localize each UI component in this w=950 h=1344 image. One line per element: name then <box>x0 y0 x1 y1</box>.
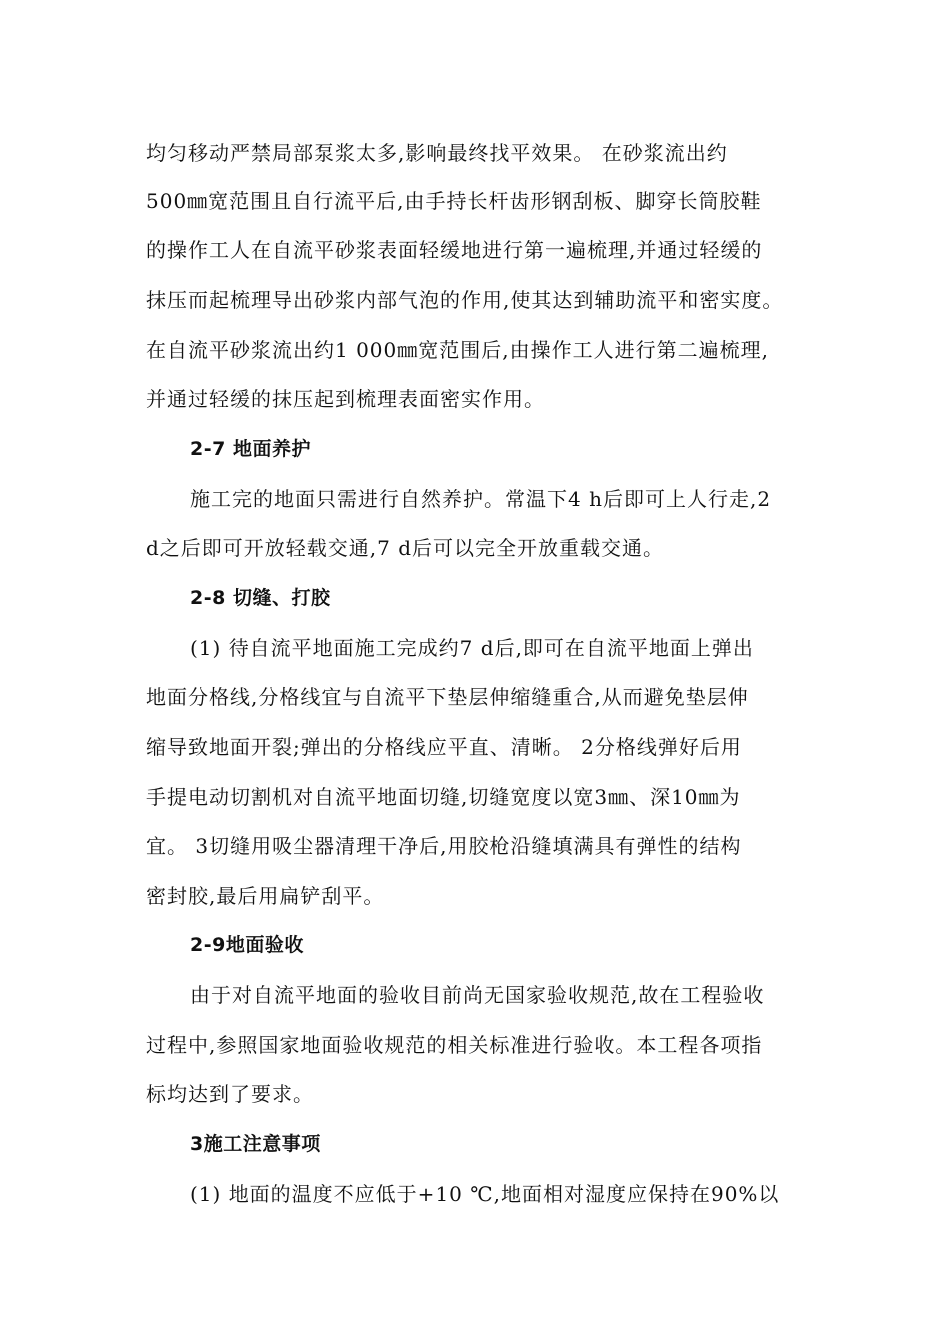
text-line-5: 在自流平砂浆流出约1 000㎜宽范围后,由操作工人进行第二遍梳理, <box>146 338 769 362</box>
text-line-2: 500㎜宽范围且自行流平后,由手持长杆齿形钢刮板、脚穿长筒胶鞋 <box>146 189 762 213</box>
text-line-9: (1) 待自流平地面施工完成约7 d后,即可在自流平地面上弹出 <box>190 636 754 660</box>
text-line-17: 标均达到了要求。 <box>146 1082 314 1106</box>
section-heading-2-8: 2-8 切缝、打胶 <box>190 587 331 609</box>
text-line-10: 地面分格线,分格线宜与自流平下垫层伸缩缝重合,从而避免垫层伸 <box>146 685 749 709</box>
text-line-1: 均匀移动严禁局部泵浆太多,影响最终找平效果。 在砂浆流出约 <box>146 141 728 165</box>
text-line-11: 缩导致地面开裂;弹出的分格线应平直、清晰。 2分格线弹好后用 <box>146 735 742 759</box>
text-line-12: 手提电动切割机对自流平地面切缝,切缝宽度以宽3㎜、深10㎜为 <box>146 785 741 809</box>
text-line-3: 的操作工人在自流平砂浆表面轻缓地进行第一遍梳理,并通过轻缓的 <box>146 238 763 262</box>
text-line-15: 由于对自流平地面的验收目前尚无国家验收规范,故在工程验收 <box>190 983 765 1007</box>
text-line-8: d之后即可开放轻载交通,7 d后可以完全开放重载交通。 <box>146 536 665 560</box>
section-heading-2-9: 2-9地面验收 <box>190 934 304 956</box>
section-heading-2-7: 2-7 地面养护 <box>190 438 311 460</box>
text-line-7: 施工完的地面只需进行自然养护。常温下4 h后即可上人行走,2 <box>190 487 772 511</box>
section-heading-3: 3施工注意事项 <box>190 1133 321 1155</box>
text-line-16: 过程中,参照国家地面验收规范的相关标准进行验收。本工程各项指 <box>146 1033 763 1057</box>
text-line-13: 宜。 3切缝用吸尘器清理干净后,用胶枪沿缝填满具有弹性的结构 <box>146 834 742 858</box>
text-line-18: (1) 地面的温度不应低于+10 ℃,地面相对湿度应保持在90%以 <box>190 1182 780 1206</box>
text-line-6: 并通过轻缓的抹压起到梳理表面密实作用。 <box>146 387 545 411</box>
text-line-4: 抹压而起梳理导出砂浆内部气泡的作用,使其达到辅助流平和密实度。 <box>146 288 784 312</box>
text-line-14: 密封胶,最后用扁铲刮平。 <box>146 884 385 908</box>
